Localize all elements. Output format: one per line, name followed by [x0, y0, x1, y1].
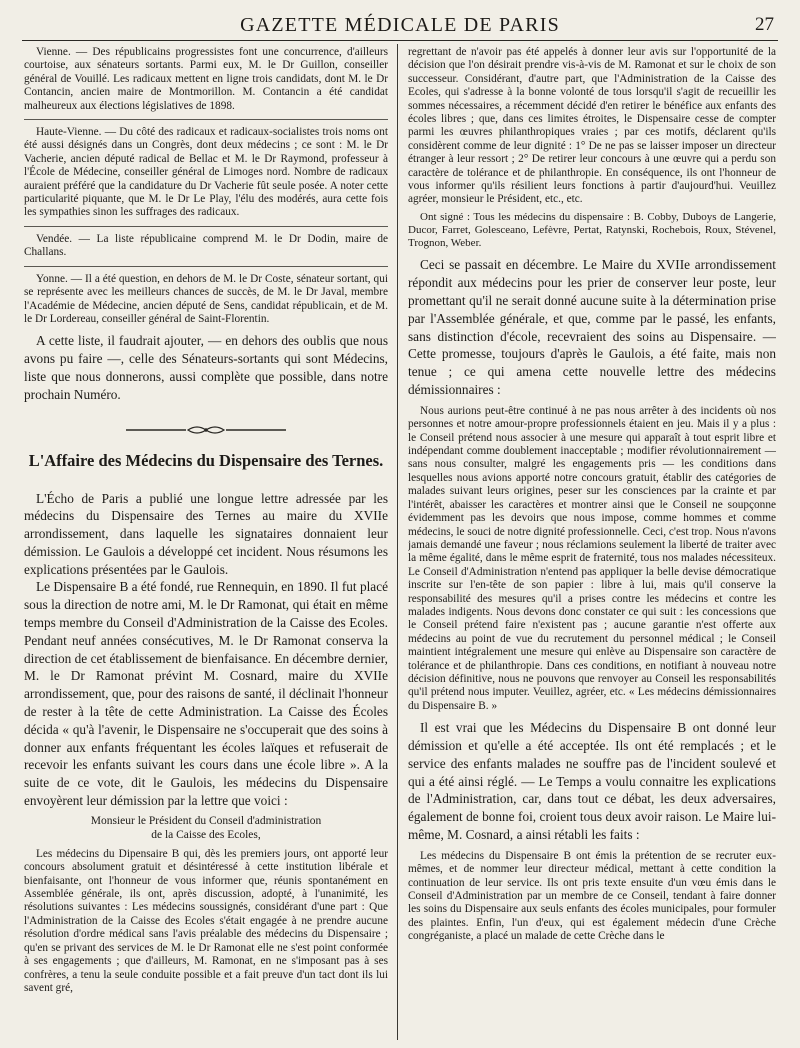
letter-salutation-line-2: de la Caisse des Ecoles,: [151, 828, 261, 841]
letter-salutation: [24, 814, 388, 842]
divider: [24, 266, 388, 267]
signatories: Ont signé : Tous les médecins du dispensaire : B. Cobby, Duboys de Langerie, Ducor, Farret, Golesceano, Lefèvre, Pertat, Ratynski, Rochebois, Roux, Stévenel, Trognon, Weber.: [408, 210, 776, 250]
article-paragraph-1: L'Écho de Paris a publié une longue lettre adressée par les médecins du Dispensaire des Ternes au maire du XVIIe arrondissement, dans laquelle les signataires donnaient leur démission. Le Gaulois a développé cet incident. Nous résumons les explications présentées par le Gaulois.: [24, 490, 388, 577]
right-column: [408, 46, 776, 1041]
paragraph-vendee: Vendée. — La liste républicaine comprend M. le Dr Dodin, maire de Challans.: [24, 232, 388, 259]
mayor-statement: Les médecins du Dispensaire B ont émis la prétention de se recruter eux-mêmes, et de nommer leur directeur médical, mettant à cette condition la continuation de leur service. Ils ont pris texte ensuite d'un vœu émis dans le Conseil d'Administration par un membre de ce Conseil, tendant à faire donner les soins du Dispensaire aux seuls enfants des écoles municipales, pour formuler des plaintes. Enfin, l'un d'eux, qui est également médecin d'une Crèche congréganiste, a placé un malade de cette Crèche dans le: [408, 849, 776, 943]
letter-body-part-1: Les médecins du Dipensaire B qui, dès les premiers jours, ont apporté leur concours absolument gratuit et désintéressé à cette institution libérale et bienfaisante, ont l'honneur de vous informer que, réunis spontanément en Assemblée générale, ils ont, après discussion, adopté, à l'unanimité, les résolutions suivantes : Les médecins soussignés, considérant d'une part : Que l'Administration de la Caisse des Ecoles s'était engagée à ne prendre aucune résolution d'ordre médical sans l'avis préalable des médecins du Dispensaire ; qu'en se privant des services de M. le Dr Ramonat elle ne s'est point conformée à ses engagements ; que d'ailleurs, M. Ramonat, en ne s'imposant pas à ses confrères, a tenu la seule conduite possible et a fait preuve d'un tact dont ils lui savent gré,: [24, 847, 388, 994]
paragraph-addition: A cette liste, il faudrait ajouter, — en dehors des oublis que nous avons pu faire —, celle des Sénateurs-sortants qui sont Médecins, liste que nous donnerons, aussi complète que possible, dans notre prochain Numéro.: [24, 333, 388, 402]
left-column: [24, 46, 388, 1041]
page-number: 27: [755, 14, 774, 35]
article-paragraph-3: Ceci se passait en décembre. Le Maire du XVIIe arrondissement répondit aux médecins pour les prier de conserver leur poste, leur promettant qu'il ne serait donné aucune suite à la détermination prise par l'Assemblée générale, et que, comme par le passé, les enfants, sans distinction d'école, recevraient des soins au Dispensaire. — Cette promesse, toujours d'après le Gaulois, a été faite, mais non tenue ; ce qui amena cette nouvelle lettre des médecins démissionnaires :: [408, 257, 776, 398]
second-letter: Nous aurions peut-être continué à ne pas nous arrêter à des incidents où nos personnes et notre amour-propre professionnels étaient en jeu. Mais il y a plus : le Conseil prétend nous associer à une mesure qui apparaît à tout esprit libre et indépendant comme doublement inacceptable ; modifier révolutionnairement — sans nous consulter, malgré les engagements pris — les conditions dans lesquelles nous avions apporté notre concours gratuit, établir des catégories de malades suivant leurs origines, peser sur les consciences par la crainte et par l'intérêt, abaisser les caractères et montrer ainsi que le Conseil ne soupçonne évidemment pas les devoirs que nous impose, comme hommes et comme médecins, le souci de notre dignité professionnelle. Ceci, c'est trop. Nous n'avons jamais demandé une faveur ; nous réclamions seulement la liberté de traiter avec la même égalité, dans le même esprit de fraternité, tous nos malades nécessiteux. Le Conseil d'Administration n'entend pas appliquer la belle devise démocratique inscrite sur l'en-tête de son papier : libre à lui, mais qu'il conserve la responsabilité des mesures qu'il a prises contre les médecins et contre les malades indigents. Nous devons donc constater ce qui suit : les concessions que le Conseil prétend faire n'existent pas ; aucune garantie n'est offerte aux médecins au point de vue du recrutement du personnel médical ; le Conseil maintient intégralement une mesure qui enlève au Dispensaire son caractère de tolérance et de philanthropie. Dans ces conditions, en notifiant à nouveau notre décision définitive, nous ne pouvons que renvoyer au Conseil les responsabilités qu'il prétend nous imputer. Veuillez, agréer, etc. « Les médecins démissionnaires du Dispensaire B. »: [408, 404, 776, 712]
journal-title: GAZETTE MÉDICALE DE PARIS: [240, 14, 560, 36]
section-title: L'Affaire des Médecins du Dispensaire des Ternes.: [28, 450, 384, 470]
paragraph-haute-vienne: Haute-Vienne. — Du côté des radicaux et radicaux-socialistes trois noms ont été aussi désignés dans un Congrès, dont deux médecins ; ce sont : M. le Dr Vacherie, ancien député radical de Bellac et M. le Dr Raymond, professeur à l'École de Médecine, conseiller général de Limoges nord. Nombre de radicaux auraient préféré que la candidature du Dr Vacherie fût seule posée. A noter cette particularité piquante, que M. le Dr Le Play, l'élu des modérés, aura cette fois les sympathies sinon les suffrages des radicaux.: [24, 126, 388, 219]
article-paragraph-4: Il est vrai que les Médecins du Dispensaire B ont donné leur démission et qu'elle a été acceptée. Ils ont été remplacés ; et le service des enfants malades ne souffre pas de l'incident soulevé et qui a été ainsi réglé. — Le Temps a voulu connaitre les explications de l'Administration, car, dans tout ce débat, les deux adversaires, également de bonne foi, croient tous deux avoir raison. Le Maire lui-même, M. Cosnard, a ainsi rétabli les faits :: [408, 720, 776, 842]
paragraph-yonne: Yonne. — Il a été question, en dehors de M. le Dr Coste, sénateur sortant, qui se représente avec les meilleurs chances de succès, de M. le Dr Javal, membre l'Académie de Médecine, ancien député de Sens, candidat républicain, et de M. le Dr Lordereau, conseiller général de Saint-Florentin.: [24, 272, 388, 325]
divider: [24, 226, 388, 227]
divider: [24, 119, 388, 120]
paragraph-vienne: Vienne. — Des républicains progressistes font une concurrence, d'ailleurs courtoise, aux sénateurs sortants. Parmi eux, M. le Dr Guillon, conseiller général de Vouillé. Les radicaux mettent en ligne trois candidats, dont M. le Dr Contancin, ancien maire de Montmorillon. M. Contancin a été candidat malheureux aux élections législatives de 1898.: [24, 46, 388, 112]
ornament-divider: [126, 424, 286, 436]
column-divider: [397, 44, 398, 1040]
page-header: [22, 8, 778, 41]
letter-body-part-2: regrettant de n'avoir pas été appelés à donner leur avis sur l'opportunité de la décision que l'on désirait prendre vis-à-vis de M. Ramonat et sur le choix de son successeur. Considérant, d'autre part, que l'Administration de la Caisse des Ecoles, qui s'adresse à la bonne volonté de tous lorsqu'il s'agit de recueillir les sommes nécessaires, a récemment décidé d'en retirer le bénéfice aux enfants des écoles libres ; que, dans ces limites étroites, le Dispensaire cesse de compter parmi les œuvres philanthropiques vraies ; par ces motifs, déclarent qu'ils considèrent comme de leur dignité : 1° De ne pas se laisser imposer un directeur étranger à leur ressort ; 2° De retirer leur concours à une œuvre qui a perdu son caractère de tolérance et de philanthropie. En conséquence, ils ont l'honneur de vous informer qu'ils résilient leurs fonctions à partir d'aujourd'hui. Veuillez agréer, monsieur le Président, etc., etc.: [408, 46, 776, 206]
article-paragraph-2: Le Dispensaire B a été fondé, rue Rennequin, en 1890. Il fut placé sous la direction de notre ami, M. le Dr Ramonat, qui était en même temps membre du Conseil d'Administration de la Caisse des Ecoles. Pendant neuf années consécutives, M. le Dr Ramonat conserva la direction de cet établissement de bienfaisance. En décembre dernier, M. le Dr Ramonat prévint M. Cosnard, maire du XVIIe arrondissement, que, pour des raisons de santé, il déclinait l'honneur de rester à la tête de cette Administration. La Caisse des Écoles décida « qu'à l'avenir, le Dispensaire ne s'occuperait que des soins à donner aux enfants fréquentant les écoles laïques et refuserait de recevoir les enfants suivant les cours dans une école libre ». A la suite de ce vote, dit le Gaulois, les médecins du Dispensaire envoyèrent leur démission par la lettre que voici :: [24, 579, 388, 809]
letter-salutation-line-1: Monsieur le Président du Conseil d'administration: [90, 814, 322, 827]
